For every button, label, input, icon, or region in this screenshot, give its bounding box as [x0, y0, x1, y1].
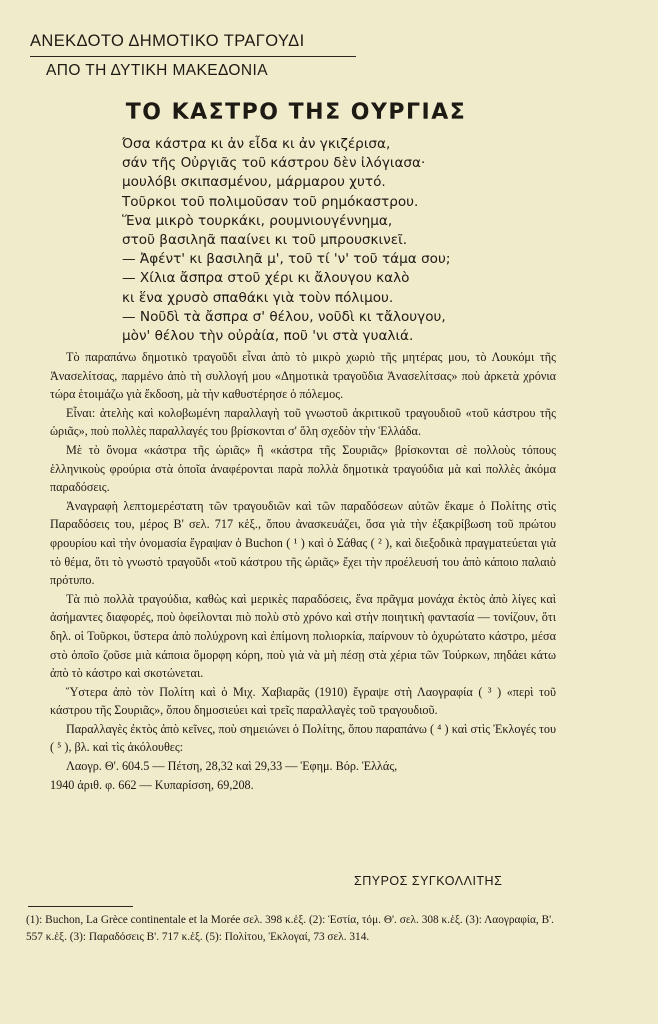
paragraph: Τὸ παραπάνω δημοτικὸ τραγοῦδι εἶναι ἀπὸ τὸ μικρὸ χωριὸ τῆς μητέρας μου, τὸ Λουκόμι τῆς Ἀνασελίτσας, παρμένο ἀπὸ τὴ συλλογή μου «Δημοτικὰ τραγοῦδια Ἀνασελίτσας» ποὺ ἀρκετὰ χρόνια τώρα ἑτοιμάζω γιὰ ἔκδοση, μὰ τὴν καθυστέρησε ὁ πόλεμος.	[50, 350, 556, 402]
poem-line: Όσα κάστρα κι ἀν εἶδα κι ἀν γκιζέρισα,	[122, 136, 391, 152]
footnote-rule	[28, 906, 133, 907]
poem	[122, 135, 542, 346]
paragraph: Παραλλαγὲς ἐκτὸς ἀπὸ κεῖνες, ποὺ σημειώνει ὁ Πολίτης, ὅπου παραπάνω ( ⁴ ) καὶ στὶς Ἐκλογές του ( ⁵ ), βλ. καὶ τὶς ἀκόλουθες:	[50, 721, 556, 755]
paragraph: Τὰ πιὸ πολλὰ τραγούδια, καθὼς καὶ μερικὲς παραδόσεις, ἕνα πρᾶγμα μονάχα ἐκτὸς ἀπὸ λίγες καὶ ἀσήμαντες διαφορές, ποὺ ὀφείλονται πιὸ πολὺ στὸ χρόνο καὶ στὴν ποιητικὴ φαντασία — τονίζουν, ὅτι δηλ. οἱ Τοῦρκοι, ὕστερα ἀπὸ πολύχρονη καὶ ἐπίμονη πολιορκία, παίρνουν τὸ ὀχυρώτατο κάστρο, μέσα στὸ ὁποῖο ζοῦσε μιὰ κάποια ὄμορφη κόρη, ποὺ γιὰ νὰ μὴ πέσῃ στὰ χέρια τῶν Τούρκων, πηδάει κάτω ἀπὸ τὸ κάστρο καὶ σκοτώνεται.	[50, 591, 556, 681]
author-signature: ΣΠΥΡΟΣ ΣΥΓΚΟΛΛΙΤΗΣ	[354, 874, 503, 888]
footnotes: (1): Buchon, La Grèce continentale et la Morée σελ. 398 κ.ἑξ. (2): Ἑστία, τόμ. Θ'. σελ. 308 κ.ἑξ. (3): Λαογραφία, Β'. 557 κ.ἑξ. (3): Παραδόσεις Β'. 717 κ.ἑξ. (5): Πολίτου, Ἐκλογαί, 73 σελ. 314.	[26, 914, 554, 943]
song-title: ΤΟ ΚΑΣΤΡΟ ΤΗΣ ΟΥΡΓΙΑΣ	[125, 100, 467, 125]
header-line-1: ΑΝΕΚΔΟΤΟ ΔΗΜΟΤΙΚΟ ΤΡΑΓΟΥΔΙ	[30, 32, 305, 50]
poem-line: στοῦ βασιληᾶ πααίνει κι τοῦ μπρουσκινεῖ.	[122, 231, 408, 248]
poem-line: μὸν' θέλου τὴν οὐρἀία, ποῦ 'νι στὰ γυαλιά.	[122, 327, 414, 344]
header-rule	[30, 56, 356, 57]
references-line: Λαογρ. Θ'. 604.5 — Πέτση, 28,32 καὶ 29,33 — Ἐφημ. Βόρ. Ἑλλάς,	[66, 759, 398, 774]
poem-line: Ἕνα μικρὸ τουρκάκι, ρουμνιουγέννημα,	[122, 212, 393, 229]
poem-line: μουλόβι σκιπασμένου, μάρμαρου χυτό.	[122, 174, 386, 191]
poem-line: κι ἕνα χρυσὸ σπαθάκι γιὰ τοὺν πόλιμου.	[122, 289, 394, 306]
paragraph: Μὲ τὸ ὄνομα «κάστρα τῆς ὡριᾶς» ἢ «κάστρα τῆς Σουριᾶς» βρίσκονται σὲ πολλοὺς τόπους ἑλληνικοὺς φρούρια στὰ ὁποῖα ἀναφέρονται παρὰ πολλὰ δημοτικὰ τραγούδια μὰ καὶ πολλὲς ἀκόμα παραδόσεις.	[50, 442, 556, 495]
poem-line: — Νοῦδὶ τὰ ἄσπρα σ' θέλου, νοῦδὶ κι τἄλουγου,	[122, 308, 446, 325]
commentary	[50, 348, 556, 794]
paragraph: Ἀναγραφὴ λεπτομερέστατη τῶν τραγουδιῶν καὶ τῶν παραδόσεων αὐτῶν ἔκαμε ὁ Πολίτης στὶς Παραδόσεις του, μέρος Β' σελ. 717 κἑξ., ὅπου ἀνασκευάζει, ὅσα γιὰ τὴν ἐξακρίβωση τοῦ πρώτου φρουρίου καὶ τὴν ὀνομασία ἔγραψαν ὁ Buchon ( ¹ ) καὶ ὁ Σάθας ( ² ), καὶ διεξοδικὰ πραγματεύεται γιὰ τὸ θέμα, ὅτι τὸ γνωστὸ τραγοῦδι «τοῦ κάστρου τῆς ὡριᾶς» ἔχει τὴν προέλευσή του ἀπὸ κάποιο παλαιὸ πρότυπο.	[50, 498, 556, 588]
poem-line: Τοῦρκοι τοῦ πολιμοῦσαν τοῦ ρημόκαστρου.	[122, 193, 419, 210]
header-line-2: ΑΠΟ ΤΗ ΔΥΤΙΚΗ ΜΑΚΕΔΟΝΙΑ	[46, 62, 268, 79]
poem-line: — Χίλια ἄσπρα στοῦ χέρι κι ἄλουγου καλὸ	[122, 270, 410, 287]
paragraph: Εἶναι: ἀτελὴς καὶ κολοβωμένη παραλλαγὴ τοῦ γνωστοῦ ἀκριτικοῦ τραγουδιοῦ «τοῦ κάστρου τῆς ὡριᾶς», ποὺ πολλὲς παραλλαγές του βρίσκονται σ' ὅλη σχεδὸν τὴν Ἑλλάδα.	[50, 405, 556, 439]
poem-line: — Ἀφέντ' κι βασιληᾶ μ', τοῦ τί 'ν' τοῦ τάμα σου;	[122, 251, 451, 268]
references-line: 1940 ἀριθ. φ. 662 — Κυπαρίσση, 69,208.	[50, 777, 254, 792]
poem-line: σάν τῆς Οὐργιᾶς τοῦ κάστρου δὲν ἰλόγιασα·	[122, 155, 426, 172]
paragraph: Ὕστερα ἀπὸ τὸν Πολίτη καὶ ὁ Μιχ. Χαβιαρᾶς (1910) ἔγραψε στὴ Λαογραφία ( ³ ) «περὶ τοῦ κάστρου τῆς Σουριᾶς», ὅπου δημοσιεύει καὶ τρεῖς παραλλαγὲς τοῦ τραγουδιοῦ.	[50, 684, 556, 718]
